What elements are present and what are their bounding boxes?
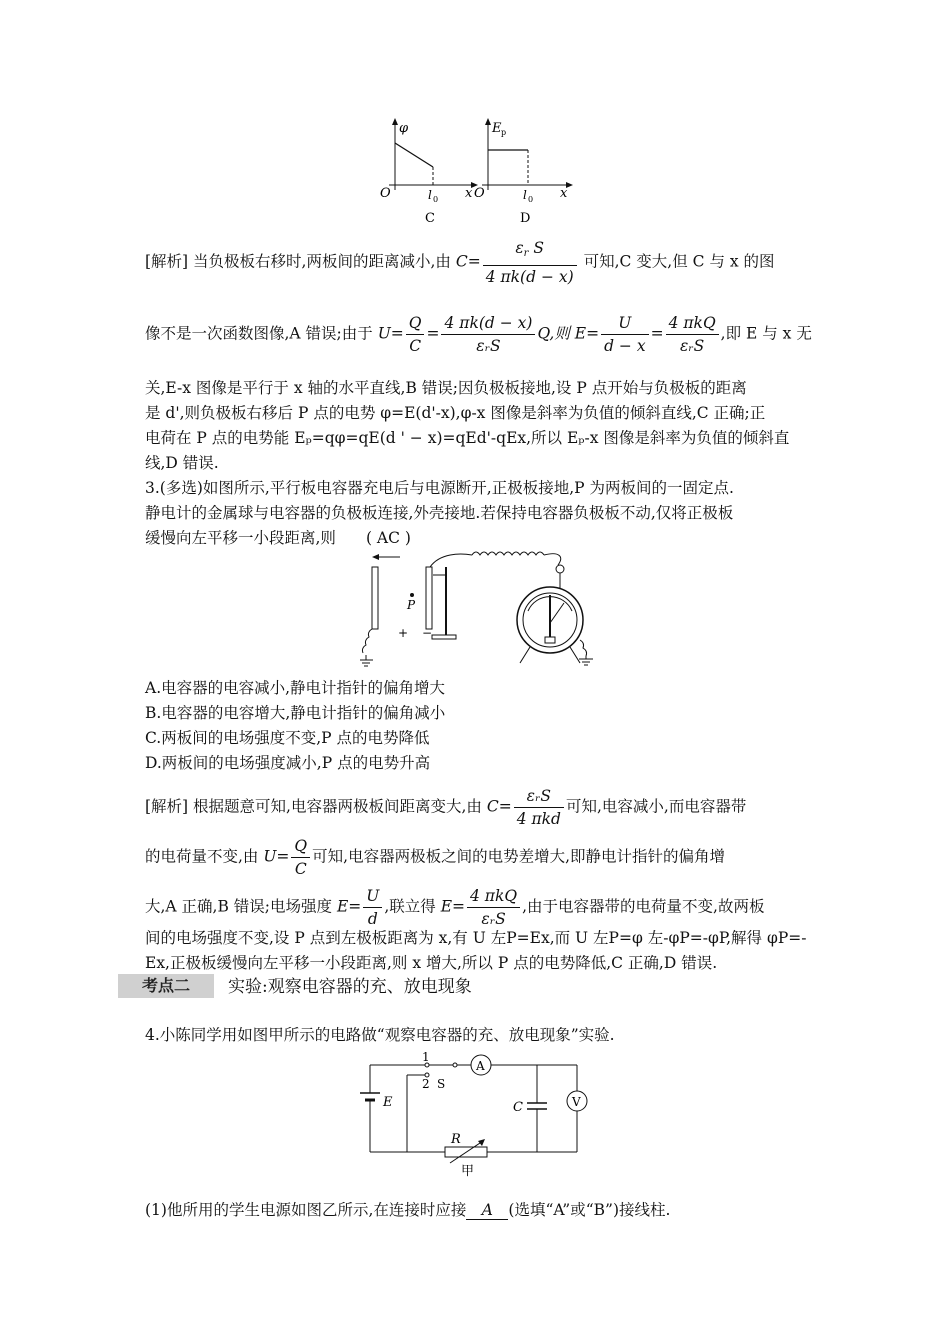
ammeter-label: A: [476, 1059, 485, 1073]
circuit-caption: 甲: [461, 1164, 475, 1179]
graph-c-xlabel: x: [465, 186, 473, 201]
switch-label: S: [437, 1077, 446, 1091]
q3-line2: 静电计的金属球与电容器的负极板连接,外壳接地.若保持电容器负极板不动,仅将正极板: [145, 504, 734, 522]
graph-c-l0-sub: 0: [433, 195, 439, 204]
switch-terminal-1: 1: [422, 1050, 430, 1064]
analysis2-line3: 关,E-x 图像是平行于 x 轴的水平直线,B 错误;因负极板接地,设 P 点开始与负极板的距离: [145, 379, 747, 397]
analysis2-line4: 是 d',则负极板右移后 P 点的电势 φ=E(d'-x),φ-x 图像是斜率为负值的倾斜直线,C 正确;正: [145, 404, 766, 422]
graph-d-l0-sub: 0: [528, 195, 534, 204]
q3-option-b: B.电容器的电容增大,静电计指针的偏角减小: [145, 704, 446, 722]
q3-line3: 缓慢向左平移一小段距离,则 ( AC ): [145, 529, 411, 547]
graph-c-l0: l: [428, 188, 432, 202]
graph-d-l0: l: [523, 188, 527, 202]
circuit-diagram: [355, 1045, 605, 1180]
graph-d-caption: D: [520, 211, 531, 226]
graph-d-ylabel-sub: p: [501, 128, 507, 137]
graph-c-ylabel: φ: [399, 121, 409, 136]
rheostat-label: R: [451, 1132, 461, 1147]
section-badge: 考点二: [118, 974, 214, 998]
q3-answer: ( AC ): [365, 529, 411, 547]
q3-line1: 3.(多选)如图所示,平行板电容器充电后与电源断开,正极板接地,P 为两板间的一固定点.: [145, 479, 734, 497]
analysis-tag: [解析]: [145, 797, 189, 816]
q4-part1: (1)他所用的学生电源如图乙所示,在连接时应接 A (选填“A”或“B”)接线柱.: [145, 1201, 671, 1219]
q3-option-d: D.两板间的电场强度减小,P 点的电势升高: [145, 754, 431, 772]
circuit-e-label: E: [383, 1095, 393, 1110]
q3-option-c: C.两板间的电场强度不变,P 点的电势降低: [145, 729, 430, 747]
fig-minus: −: [422, 626, 433, 640]
analysis2-line2: 像不是一次函数图像,A 错误;由于 U= $\frac{Q}{C}$ = $\frac{4 \pi k(d - x)}{\text{εᵣS}}$ Q,则 E= $\frac{U}{d - x}$ = $\frac{\text{4 πkQ}}{\text{εᵣS}}$ ,即 E 与 x 无: [145, 314, 812, 355]
analysis2-line6: 线,D 错误.: [145, 454, 219, 472]
analysis3-line1: [解析] 根据题意可知,电容器两极板间距离变大,由 C= $\frac{\text{εᵣS}}{\text{4 πkd}}$ 可知,电容减小,而电容器带: [145, 787, 747, 828]
graph-c: [375, 115, 485, 230]
q3-option-a: A.电容器的电容减小,静电计指针的偏角增大: [145, 679, 446, 697]
graph-c-caption: C: [425, 211, 435, 226]
analysis3-line5: Ex,正极板缓慢向左平移一小段距离,则 x 增大,所以 P 点的电势降低,C 正确,D 错误.: [145, 954, 718, 972]
analysis2-line1: [解析] 当负极板右移时,两板间的距离减小,由 C= $\frac{\varepsilon_r S}{4 \pi k(d - x)}$ 可知,C 变大,但 C 与 x 的图: [145, 239, 775, 286]
analysis3-line4: 间的电场强度不变,设 P 点到左极板距离为 x,有 U 左P=Ex,而 U 左P=φ 左-φP=-φP,解得 φP=-: [145, 929, 807, 947]
graph-d-origin: O: [474, 186, 485, 201]
analysis3-line3: 大,A 正确,B 错误;电场强度 E= $\frac{U}{d}$ ,联立得 E= $\frac{\text{4 πkQ}}{\text{εᵣS}}$ ,由于电容器带的电荷量不变,故两板: [145, 887, 765, 928]
capacitance-fraction: $\frac{\varepsilon_r S}{4 \pi k(d - x)}$: [483, 237, 577, 288]
graph-d-ylabel: E: [492, 121, 502, 136]
fig-plus: +: [398, 626, 409, 640]
analysis3-line2: 的电荷量不变,由 U= $\frac{Q}{C}$ 可知,电容器两极板之间的电势差增大,即静电计指针的偏角增: [145, 837, 725, 878]
fig-point-p: P: [407, 598, 416, 612]
q4-line1: 4.小陈同学用如图甲所示的电路做“观察电容器的充、放电现象”实验.: [145, 1026, 615, 1044]
capacitor-electrometer-figure: [360, 545, 600, 670]
graph-c-origin: O: [380, 186, 391, 201]
voltmeter-label: V: [572, 1095, 581, 1109]
analysis-tag: [解析]: [145, 252, 189, 271]
graph-d-xlabel: x: [560, 186, 568, 201]
section-title: 实验:观察电容器的充、放电现象: [228, 977, 472, 997]
graph-d: [470, 115, 580, 230]
q4-part1-answer: A: [466, 1202, 508, 1220]
capacitor-label: C: [513, 1100, 523, 1115]
analysis2-line5: 电荷在 P 点的电势能 Eₚ=qφ=qE(d ' − x)=qEd'-qEx,所以 Eₚ-x 图像是斜率为负值的倾斜直: [145, 429, 790, 447]
switch-terminal-2: 2: [422, 1077, 430, 1091]
